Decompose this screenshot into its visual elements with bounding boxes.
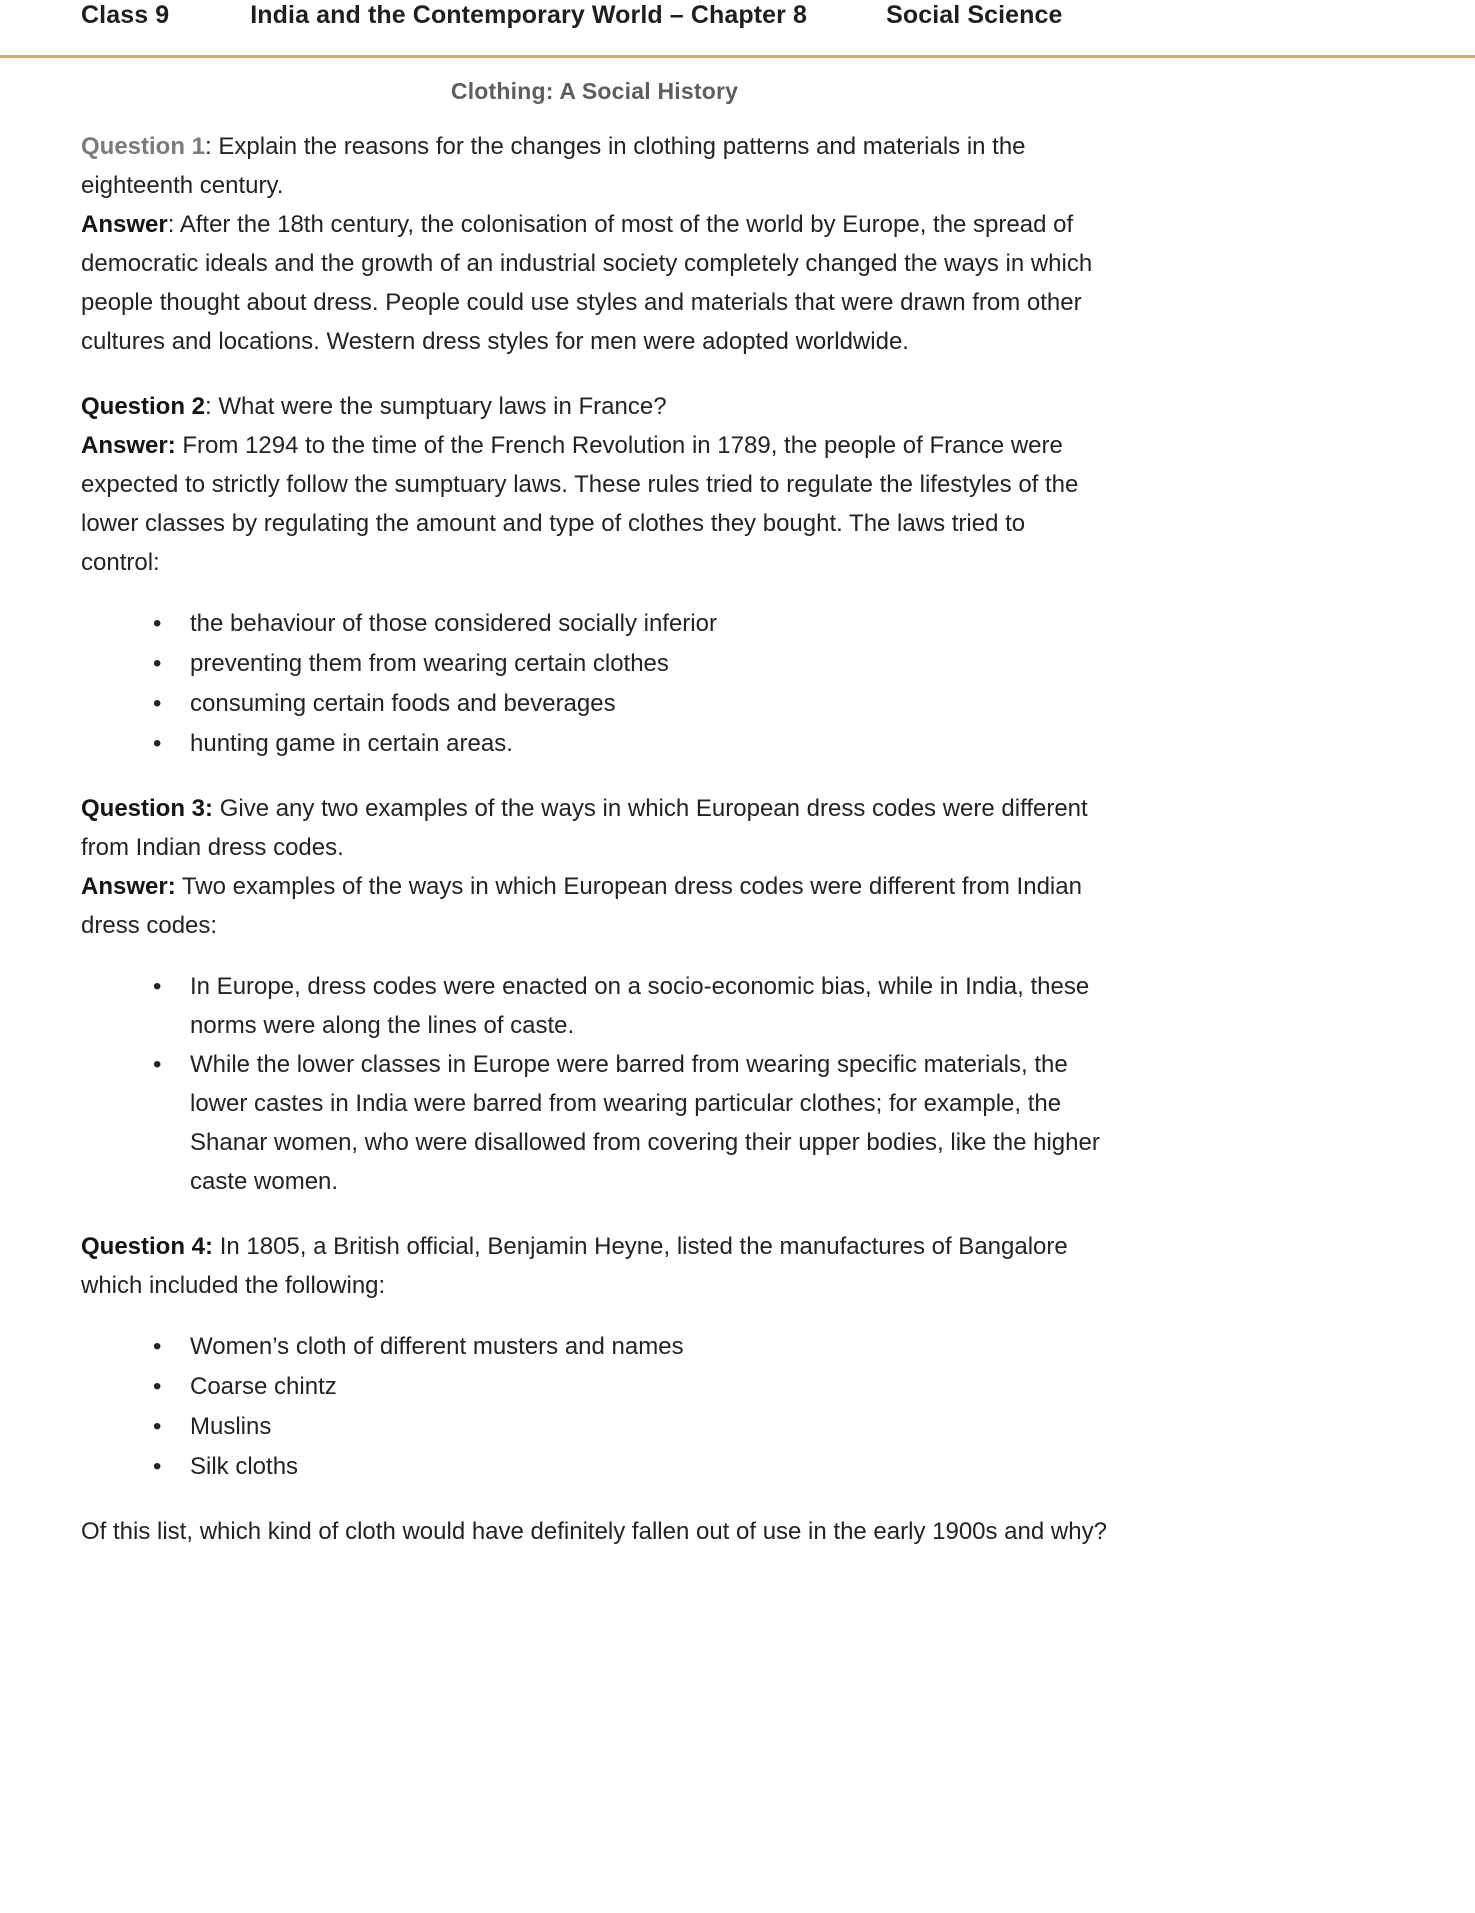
header-subject-label: Social Science	[886, 1, 1063, 29]
answer-2-label: Answer:	[81, 432, 176, 459]
list-item-text: Women’s cloth of different musters and names	[190, 1333, 684, 1360]
bullet-icon: •	[153, 610, 162, 637]
answer-1-label: Answer	[81, 211, 168, 238]
document-subtitle: Clothing: A Social History	[450, 78, 739, 104]
list-item-text: Silk cloths	[190, 1453, 299, 1480]
question-2-label: Question 2	[81, 393, 206, 420]
list-item	[81, 724, 1108, 763]
list-item	[81, 1045, 1108, 1201]
qa-block-q1	[81, 127, 1108, 361]
bullet-icon: •	[153, 1333, 162, 1360]
answer-2-bullet-list	[81, 604, 1108, 763]
document-content	[0, 58, 1475, 1551]
question-3-separator	[213, 795, 220, 822]
page-header	[0, 0, 1475, 58]
answer-1-text: After the 18th century, the colonisation of most of the world by Europe, the spread of democratic ideals and the growth of an industrial society completely changed the ways in which people thought about dress. People could use styles and materials that were drawn from other cultures and locations. Western dress styles for men were adopted worldwide.	[81, 211, 1093, 355]
list-item-text: preventing them from wearing certain clothes	[190, 650, 669, 677]
answer-1-separator: :	[167, 211, 180, 238]
question-2-text: What were the sumptuary laws in France?	[218, 393, 667, 420]
list-item	[81, 644, 1108, 683]
bullet-icon: •	[153, 690, 162, 717]
answer-3-label: Answer:	[81, 873, 176, 900]
question-4-separator	[213, 1233, 220, 1260]
question-3-text: Give any two examples of the ways in which European dress codes were different from Indian dress codes.	[81, 795, 1088, 861]
bullet-icon: •	[153, 1373, 162, 1400]
question-4-text: In 1805, a British official, Benjamin Heyne, listed the manufactures of Bangalore which included the following:	[81, 1233, 1068, 1299]
bullet-icon: •	[153, 1413, 162, 1440]
bullet-icon: •	[153, 730, 162, 757]
question-4-bullet-list	[81, 1327, 1108, 1486]
answer-3-text: Two examples of the ways in which European dress codes were different from Indian dress codes:	[81, 873, 1082, 939]
header-book-title: India and the Contemporary World – Chapter 8	[250, 1, 808, 29]
question-2-paragraph	[81, 387, 1108, 426]
header-divider-rule	[0, 55, 1475, 58]
list-item	[81, 1327, 1108, 1366]
answer-3-paragraph	[81, 867, 1108, 945]
bullet-icon: •	[153, 973, 162, 1000]
list-item	[81, 967, 1108, 1045]
list-item-text: While the lower classes in Europe were barred from wearing specific materials, the lower castes in India were barred from wearing particular clothes; for example, the Shanar women, who were disallowed from covering their upper bodies, like the higher caste women.	[190, 1051, 1100, 1195]
qa-block-q2	[81, 387, 1108, 763]
list-item	[81, 1367, 1108, 1406]
question-2-separator: :	[205, 393, 219, 420]
bullet-icon: •	[153, 1453, 162, 1480]
question-4-closing-paragraph: Of this list, which kind of cloth would have definitely fallen out of use in the early 1900s and why?	[81, 1518, 1107, 1545]
list-item-text: hunting game in certain areas.	[190, 730, 513, 757]
question-1-label: Question 1	[81, 133, 206, 160]
question-1-paragraph	[81, 127, 1108, 205]
list-item	[81, 1447, 1108, 1486]
list-item-text: consuming certain foods and beverages	[190, 690, 616, 717]
bullet-icon: •	[153, 1051, 162, 1078]
question-4-paragraph	[81, 1227, 1108, 1305]
question-4-label: Question 4:	[81, 1233, 214, 1260]
list-item-text: Muslins	[190, 1413, 272, 1440]
list-item	[81, 1407, 1108, 1446]
list-item-text: the behaviour of those considered socially inferior	[190, 610, 717, 637]
list-item	[81, 604, 1108, 643]
question-3-label: Question 3:	[81, 795, 214, 822]
answer-3-bullet-list	[81, 967, 1108, 1201]
question-3-paragraph	[81, 789, 1108, 867]
question-1-text: Explain the reasons for the changes in clothing patterns and materials in the eighteenth century.	[81, 133, 1026, 199]
qa-block-q3	[81, 789, 1108, 1201]
list-item	[81, 684, 1108, 723]
question-1-separator: :	[205, 133, 219, 160]
list-item-text: Coarse chintz	[190, 1373, 337, 1400]
answer-1-paragraph	[81, 205, 1108, 361]
header-class-label: Class 9	[81, 1, 170, 29]
qa-block-q4	[81, 1227, 1108, 1551]
list-item-text: In Europe, dress codes were enacted on a socio-economic bias, while in India, these norms were along the lines of caste.	[190, 973, 1090, 1039]
answer-2-text: From 1294 to the time of the French Revolution in 1789, the people of France were expected to strictly follow the sumptuary laws. These rules tried to regulate the lifestyles of the lower classes by regulating the amount and type of clothes they bought. The laws tried to control:	[81, 432, 1079, 576]
answer-2-paragraph	[81, 426, 1108, 582]
bullet-icon: •	[153, 650, 162, 677]
